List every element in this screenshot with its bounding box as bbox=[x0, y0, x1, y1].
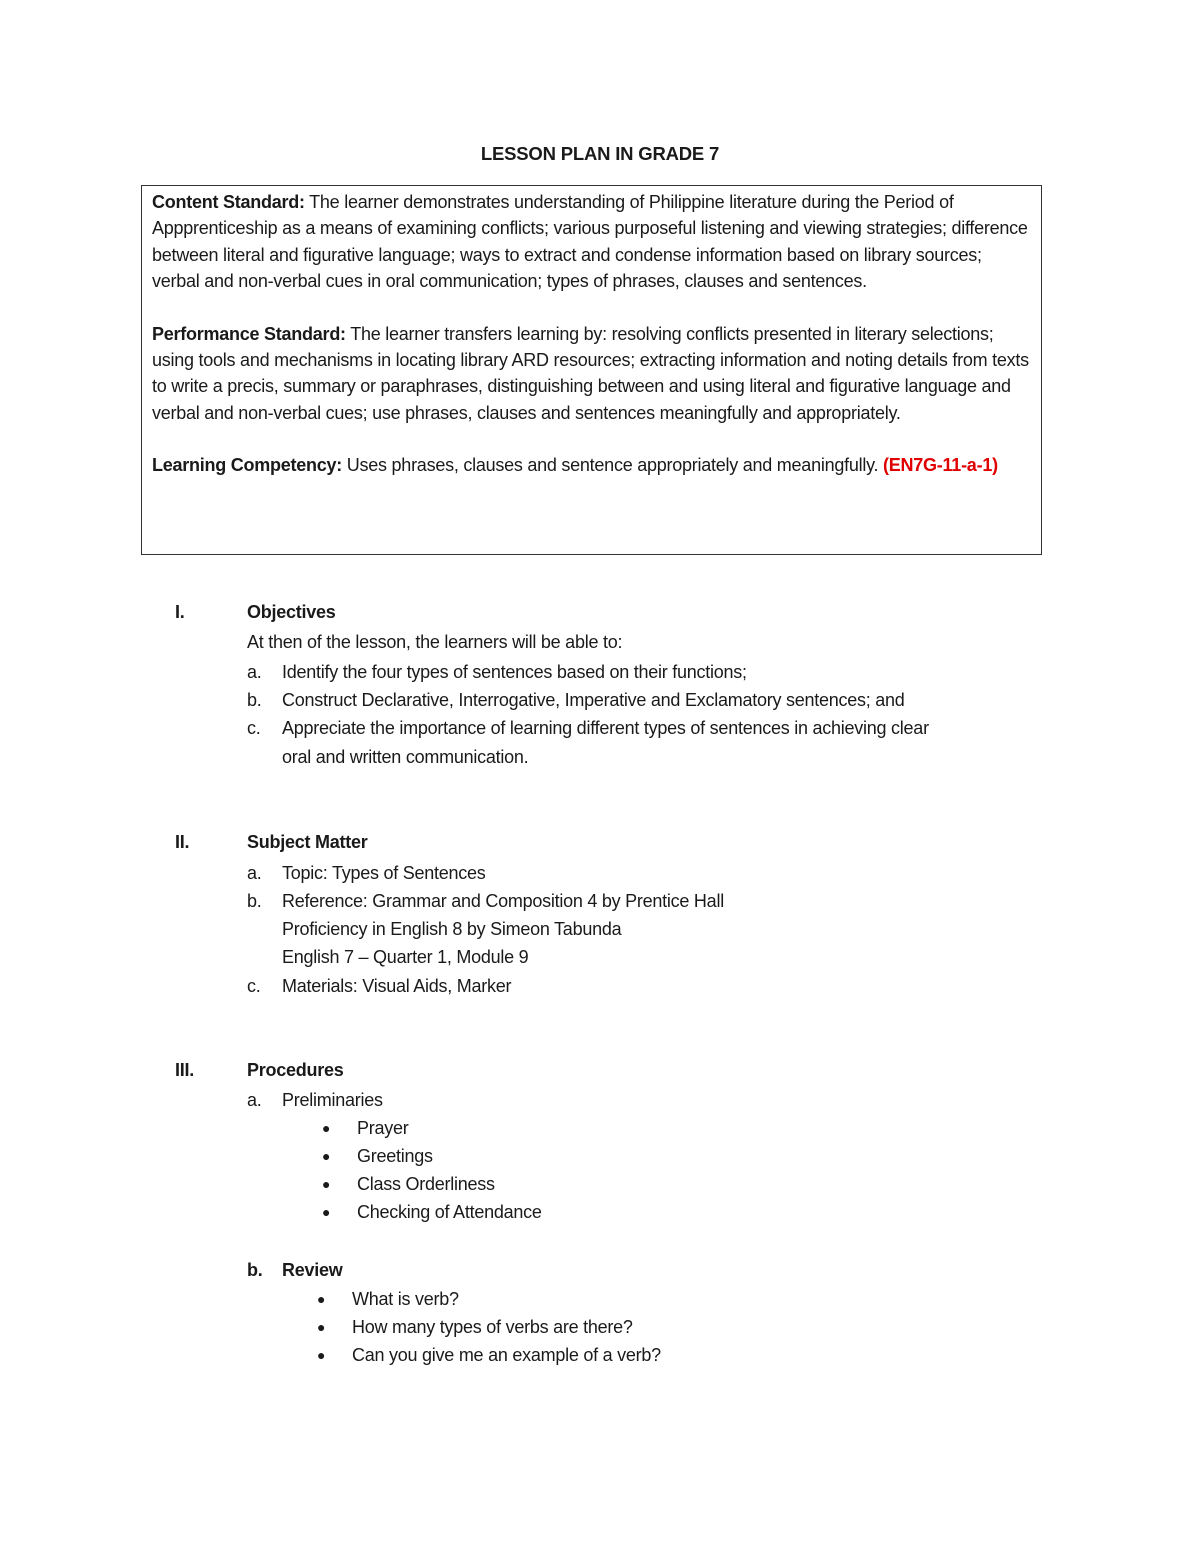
content-standard-label: Content Standard: bbox=[152, 192, 305, 212]
bullet-icon: ● bbox=[317, 1291, 326, 1307]
review-item: Can you give me an example of a verb? bbox=[352, 1345, 661, 1365]
preliminaries-title: Preliminaries bbox=[282, 1090, 383, 1110]
learning-competency-text: Uses phrases, clauses and sentence appropriately and meaningfully. bbox=[342, 455, 884, 476]
procedures-number: III. bbox=[175, 1060, 195, 1080]
review-item: What is verb? bbox=[352, 1289, 459, 1309]
page-title: LESSON PLAN IN GRADE 7 bbox=[480, 143, 720, 164]
subject-matter-number: II. bbox=[175, 832, 190, 852]
performance-standard-text: The learner transfers learning by: resolving conflicts presented in literary selections; using tools and mechanisms in locating library ARD resources; extracting information and noting details from texts to write a precis, summary or paraphrases, distinguishing between and using literal and figurative language and verbal and non-verbal cues; use phrases, clauses and sentences meaningfully and appropriately. bbox=[152, 323, 1029, 423]
objectives-title: Objectives bbox=[247, 602, 336, 622]
bullet-icon: ● bbox=[322, 1148, 331, 1164]
performance-standard-label: Performance Standard: bbox=[152, 323, 346, 344]
objectives-intro: At then of the lesson, the learners will be able to: bbox=[247, 632, 623, 652]
bullet-icon: ● bbox=[317, 1347, 326, 1363]
learning-competency bbox=[152, 452, 1031, 478]
objectives-number: I. bbox=[175, 602, 185, 622]
preliminaries-item: Prayer bbox=[357, 1118, 409, 1138]
bullet-icon: ● bbox=[322, 1120, 331, 1136]
bullet-icon: ● bbox=[317, 1319, 326, 1335]
materials-text: Materials: Visual Aids, Marker bbox=[282, 976, 512, 996]
reference-line: Reference: Grammar and Composition 4 by Prentice Hall bbox=[282, 891, 724, 911]
objective-item: Identify the four types of sentences based on their functions; bbox=[282, 662, 747, 682]
content-standard-text: The learner demonstrates understanding of Philippine literature during the Period of Appprenticeship as a means of examining conflicts; various purposeful listening and viewing strategies; difference between literal and figurative language; ways to extract and condense information based on library sources; verbal and non-verbal cues in oral communication; types of phrases, clauses and sentences. bbox=[152, 192, 1028, 292]
learning-competency-label: Learning Competency: bbox=[152, 455, 343, 476]
reference-line: English 7 – Quarter 1, Module 9 bbox=[282, 947, 529, 967]
competency-code: (EN7G-11-a-1) bbox=[883, 455, 998, 476]
objective-letter: a. bbox=[247, 662, 262, 682]
preliminaries-item: Class Orderliness bbox=[357, 1174, 495, 1194]
objective-item: Appreciate the importance of learning different types of sentences in achieving clear bbox=[282, 718, 929, 738]
preliminaries-letter: a. bbox=[247, 1090, 262, 1110]
procedures-title: Procedures bbox=[247, 1060, 344, 1080]
materials-letter: c. bbox=[247, 976, 261, 996]
review-letter: b. bbox=[247, 1260, 263, 1280]
content-standard bbox=[152, 189, 1031, 295]
standards-box bbox=[141, 185, 1042, 555]
objective-letter: c. bbox=[247, 718, 261, 738]
review-title: Review bbox=[282, 1260, 343, 1280]
reference-letter: b. bbox=[247, 891, 262, 911]
objective-item-continued: oral and written communication. bbox=[282, 747, 529, 767]
objective-item: Construct Declarative, Interrogative, Imperative and Exclamatory sentences; and bbox=[282, 690, 905, 710]
topic-text: Topic: Types of Sentences bbox=[282, 863, 486, 883]
bullet-icon: ● bbox=[322, 1204, 331, 1220]
preliminaries-item: Checking of Attendance bbox=[357, 1202, 542, 1222]
objective-letter: b. bbox=[247, 690, 262, 710]
reference-line: Proficiency in English 8 by Simeon Tabunda bbox=[282, 919, 622, 939]
review-item: How many types of verbs are there? bbox=[352, 1317, 633, 1337]
performance-standard bbox=[152, 321, 1031, 427]
preliminaries-item: Greetings bbox=[357, 1146, 433, 1166]
subject-matter-title: Subject Matter bbox=[247, 832, 368, 852]
bullet-icon: ● bbox=[322, 1176, 331, 1192]
topic-letter: a. bbox=[247, 863, 262, 883]
